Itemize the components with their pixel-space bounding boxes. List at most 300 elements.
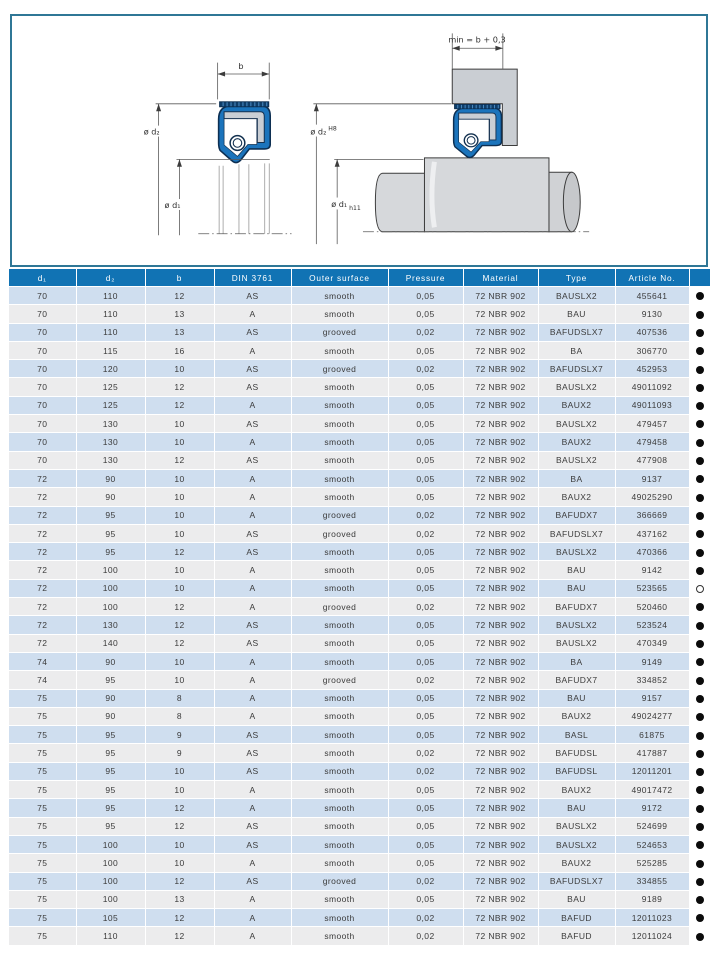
dim-d1-h11-label: ø d₁ [331, 198, 348, 209]
cell-pressure: 0,05 [388, 488, 463, 506]
availability-dot [696, 311, 704, 319]
cell-article: 523565 [615, 579, 689, 597]
cell-d2: 100 [76, 561, 145, 579]
cell-pressure: 0,02 [388, 909, 463, 927]
cell-surface: grooved [291, 598, 388, 616]
cell-pressure: 0,05 [388, 835, 463, 853]
availability-cell [689, 415, 710, 433]
cell-surface: smooth [291, 689, 388, 707]
cell-type: BAU [538, 890, 615, 908]
cell-din: A [214, 469, 291, 487]
cell-type: BA [538, 652, 615, 670]
availability-dot [696, 896, 704, 904]
cell-b: 10 [145, 506, 214, 524]
cell-surface: smooth [291, 707, 388, 725]
availability-cell [689, 909, 710, 927]
cell-d2: 130 [76, 415, 145, 433]
cell-din: A [214, 579, 291, 597]
cell-din: A [214, 707, 291, 725]
cell-material: 72 NBR 902 [463, 835, 538, 853]
table-row [9, 872, 710, 890]
availability-cell [689, 817, 710, 835]
cell-material: 72 NBR 902 [463, 396, 538, 414]
cell-article: 523524 [615, 616, 689, 634]
table-row [9, 598, 710, 616]
cell-din: A [214, 927, 291, 945]
cell-d2: 90 [76, 707, 145, 725]
cell-d1: 75 [9, 799, 76, 817]
cell-surface: smooth [291, 469, 388, 487]
cell-d1: 72 [9, 634, 76, 652]
cell-article: 9157 [615, 689, 689, 707]
table-row [9, 506, 710, 524]
table-row [9, 488, 710, 506]
cell-din: AS [214, 451, 291, 469]
cell-type: BASL [538, 726, 615, 744]
col-header-type: Type [538, 269, 615, 287]
cell-surface: smooth [291, 762, 388, 780]
cell-pressure: 0,02 [388, 927, 463, 945]
cell-material: 72 NBR 902 [463, 762, 538, 780]
cell-article: 49017472 [615, 781, 689, 799]
cell-article: 455641 [615, 287, 689, 305]
dim-b-label: b [238, 61, 244, 72]
cell-d1: 75 [9, 726, 76, 744]
cell-din: A [214, 305, 291, 323]
col-header-d1: d₁ [9, 269, 76, 287]
cell-d2: 100 [76, 890, 145, 908]
availability-cell [689, 488, 710, 506]
cell-din: AS [214, 360, 291, 378]
availability-cell [689, 341, 710, 359]
cell-surface: smooth [291, 634, 388, 652]
dimension-min-width [448, 33, 505, 68]
cell-surface: grooved [291, 524, 388, 542]
cell-d2: 120 [76, 360, 145, 378]
cell-pressure: 0,02 [388, 598, 463, 616]
cell-d2: 130 [76, 616, 145, 634]
cell-type: BAFUDX7 [538, 671, 615, 689]
cell-d2: 100 [76, 854, 145, 872]
availability-dot [696, 786, 704, 794]
cell-article: 12011023 [615, 909, 689, 927]
cell-article: 452953 [615, 360, 689, 378]
cell-din: AS [214, 543, 291, 561]
cell-type: BAFUDSL [538, 744, 615, 762]
cell-pressure: 0,05 [388, 305, 463, 323]
availability-dot [696, 530, 704, 538]
cell-article: 407536 [615, 323, 689, 341]
cell-material: 72 NBR 902 [463, 671, 538, 689]
cell-d2: 110 [76, 927, 145, 945]
availability-dot [696, 823, 704, 831]
dimension-d2 [141, 104, 216, 235]
cell-d1: 75 [9, 927, 76, 945]
cell-pressure: 0,05 [388, 707, 463, 725]
right-view-installed-section [307, 33, 589, 244]
cell-surface: smooth [291, 287, 388, 305]
dimension-d1 [162, 159, 270, 235]
availability-cell [689, 287, 710, 305]
cell-b: 12 [145, 909, 214, 927]
cell-b: 10 [145, 561, 214, 579]
cell-d2: 125 [76, 378, 145, 396]
availability-dot [696, 933, 704, 941]
availability-cell [689, 360, 710, 378]
cell-d1: 70 [9, 451, 76, 469]
cell-d1: 72 [9, 598, 76, 616]
cell-d2: 110 [76, 287, 145, 305]
cell-article: 49025290 [615, 488, 689, 506]
cell-article: 479457 [615, 415, 689, 433]
col-header-d2: d₂ [76, 269, 145, 287]
cell-type: BAU [538, 305, 615, 323]
cell-type: BAFUDSLX7 [538, 524, 615, 542]
availability-cell [689, 305, 710, 323]
cell-d1: 75 [9, 854, 76, 872]
cell-b: 10 [145, 835, 214, 853]
cell-material: 72 NBR 902 [463, 616, 538, 634]
cell-d1: 72 [9, 579, 76, 597]
availability-dot [696, 439, 704, 447]
cell-pressure: 0,02 [388, 762, 463, 780]
availability-cell [689, 433, 710, 451]
cell-d1: 72 [9, 543, 76, 561]
cell-surface: smooth [291, 579, 388, 597]
availability-cell [689, 726, 710, 744]
cell-d1: 70 [9, 323, 76, 341]
cell-surface: smooth [291, 341, 388, 359]
cell-article: 9130 [615, 305, 689, 323]
cell-d1: 75 [9, 890, 76, 908]
cell-article: 61875 [615, 726, 689, 744]
cell-d1: 75 [9, 762, 76, 780]
cell-b: 16 [145, 341, 214, 359]
table-row [9, 762, 710, 780]
cell-d1: 72 [9, 561, 76, 579]
availability-dot [696, 860, 704, 868]
cell-surface: smooth [291, 909, 388, 927]
table-header [9, 269, 710, 287]
cell-d2: 95 [76, 762, 145, 780]
availability-cell [689, 799, 710, 817]
cell-type: BAUX2 [538, 433, 615, 451]
cell-material: 72 NBR 902 [463, 360, 538, 378]
cell-article: 437162 [615, 524, 689, 542]
cell-pressure: 0,02 [388, 360, 463, 378]
col-header-pressure: Pressure [388, 269, 463, 287]
availability-dot [696, 805, 704, 813]
cell-d2: 95 [76, 744, 145, 762]
cell-material: 72 NBR 902 [463, 634, 538, 652]
cell-pressure: 0,05 [388, 543, 463, 561]
cell-material: 72 NBR 902 [463, 543, 538, 561]
cell-b: 12 [145, 287, 214, 305]
cell-material: 72 NBR 902 [463, 927, 538, 945]
cell-material: 72 NBR 902 [463, 469, 538, 487]
table-row [9, 744, 710, 762]
table-row [9, 415, 710, 433]
cell-d1: 70 [9, 305, 76, 323]
cell-article: 9172 [615, 799, 689, 817]
cell-material: 72 NBR 902 [463, 323, 538, 341]
availability-cell [689, 524, 710, 542]
cell-din: A [214, 671, 291, 689]
cell-d2: 105 [76, 909, 145, 927]
cell-d1: 72 [9, 469, 76, 487]
cell-material: 72 NBR 902 [463, 433, 538, 451]
cell-material: 72 NBR 902 [463, 579, 538, 597]
cell-pressure: 0,05 [388, 726, 463, 744]
cell-surface: smooth [291, 927, 388, 945]
cell-type: BAFUDSL [538, 762, 615, 780]
cell-article: 9189 [615, 890, 689, 908]
cell-d2: 90 [76, 469, 145, 487]
cell-surface: smooth [291, 854, 388, 872]
cell-b: 10 [145, 469, 214, 487]
cell-pressure: 0,05 [388, 616, 463, 634]
availability-dot [696, 292, 704, 300]
availability-cell [689, 469, 710, 487]
cell-d1: 72 [9, 524, 76, 542]
cell-article: 12011201 [615, 762, 689, 780]
cell-pressure: 0,02 [388, 506, 463, 524]
cell-surface: smooth [291, 488, 388, 506]
availability-cell [689, 872, 710, 890]
cell-d2: 110 [76, 305, 145, 323]
seal-cross-section-installed [454, 104, 502, 157]
cell-b: 12 [145, 598, 214, 616]
cell-surface: smooth [291, 433, 388, 451]
cell-b: 10 [145, 671, 214, 689]
cell-d2: 90 [76, 689, 145, 707]
cell-material: 72 NBR 902 [463, 707, 538, 725]
cell-d1: 75 [9, 707, 76, 725]
cell-pressure: 0,05 [388, 469, 463, 487]
diagram-frame [10, 14, 708, 267]
cell-article: 470366 [615, 543, 689, 561]
cell-surface: smooth [291, 415, 388, 433]
cell-din: A [214, 854, 291, 872]
availability-dot [696, 841, 704, 849]
cell-b: 12 [145, 927, 214, 945]
cell-din: AS [214, 524, 291, 542]
seal-table [9, 269, 710, 946]
cell-article: 49024277 [615, 707, 689, 725]
cell-article: 334852 [615, 671, 689, 689]
table-row [9, 909, 710, 927]
cell-surface: smooth [291, 835, 388, 853]
table-body [9, 287, 710, 946]
cell-type: BAUSLX2 [538, 415, 615, 433]
cell-article: 306770 [615, 341, 689, 359]
cell-din: A [214, 689, 291, 707]
cell-b: 13 [145, 305, 214, 323]
availability-dot [696, 914, 704, 922]
availability-dot [696, 494, 704, 502]
cell-article: 524653 [615, 835, 689, 853]
col-header-din: DIN 3761 [214, 269, 291, 287]
cell-type: BAU [538, 579, 615, 597]
cell-b: 8 [145, 689, 214, 707]
cell-pressure: 0,02 [388, 671, 463, 689]
projection-lines [198, 163, 291, 233]
availability-dot [696, 420, 704, 428]
cell-d1: 70 [9, 433, 76, 451]
shaft-main-section [424, 158, 549, 232]
cell-d1: 70 [9, 341, 76, 359]
cell-article: 520460 [615, 598, 689, 616]
cell-surface: smooth [291, 817, 388, 835]
cell-type: BAUSLX2 [538, 543, 615, 561]
cell-b: 10 [145, 488, 214, 506]
col-header-b: b [145, 269, 214, 287]
cell-pressure: 0,02 [388, 524, 463, 542]
cell-material: 72 NBR 902 [463, 598, 538, 616]
availability-cell [689, 744, 710, 762]
table-row [9, 287, 710, 305]
cell-article: 477908 [615, 451, 689, 469]
availability-cell [689, 781, 710, 799]
cell-d1: 70 [9, 360, 76, 378]
availability-cell [689, 506, 710, 524]
dim-d2-h8-label: ø d₂ [310, 126, 327, 137]
availability-dot [696, 366, 704, 374]
cell-type: BAUSLX2 [538, 835, 615, 853]
left-view-seal-section [141, 61, 291, 235]
availability-cell [689, 835, 710, 853]
cell-d2: 140 [76, 634, 145, 652]
table-row [9, 524, 710, 542]
cell-pressure: 0,05 [388, 799, 463, 817]
cell-pressure: 0,02 [388, 872, 463, 890]
cell-pressure: 0,05 [388, 689, 463, 707]
cell-article: 9142 [615, 561, 689, 579]
cell-type: BAUSLX2 [538, 451, 615, 469]
cell-din: AS [214, 835, 291, 853]
cell-d1: 75 [9, 689, 76, 707]
cell-din: A [214, 652, 291, 670]
table-row [9, 890, 710, 908]
availability-dot [696, 549, 704, 557]
table-row [9, 451, 710, 469]
availability-dot [696, 567, 704, 575]
table-row [9, 726, 710, 744]
col-header-material: Material [463, 269, 538, 287]
cell-surface: smooth [291, 781, 388, 799]
cell-type: BAUX2 [538, 854, 615, 872]
cell-pressure: 0,05 [388, 378, 463, 396]
cell-type: BA [538, 469, 615, 487]
dim-d1-tolerance: h11 [349, 204, 361, 212]
availability-cell [689, 378, 710, 396]
cell-material: 72 NBR 902 [463, 744, 538, 762]
cell-b: 12 [145, 396, 214, 414]
cell-surface: grooved [291, 872, 388, 890]
cell-b: 12 [145, 378, 214, 396]
cell-article: 470349 [615, 634, 689, 652]
cell-surface: smooth [291, 890, 388, 908]
cell-type: BAFUDSLX7 [538, 872, 615, 890]
cell-surface: smooth [291, 726, 388, 744]
cell-din: A [214, 781, 291, 799]
table-row [9, 433, 710, 451]
availability-cell [689, 707, 710, 725]
cell-d1: 72 [9, 506, 76, 524]
availability-dot [696, 329, 704, 337]
table-row [9, 835, 710, 853]
cell-type: BAU [538, 689, 615, 707]
shaft-end-cap [563, 172, 580, 232]
availability-cell [689, 579, 710, 597]
cell-d1: 74 [9, 652, 76, 670]
cell-material: 72 NBR 902 [463, 341, 538, 359]
cell-din: A [214, 396, 291, 414]
table-row [9, 854, 710, 872]
table-row [9, 781, 710, 799]
cell-din: AS [214, 744, 291, 762]
availability-dot [696, 603, 704, 611]
cell-type: BAUX2 [538, 488, 615, 506]
cell-article: 524699 [615, 817, 689, 835]
cell-material: 72 NBR 902 [463, 488, 538, 506]
cell-b: 13 [145, 323, 214, 341]
table-row [9, 707, 710, 725]
dim-min-label: min = b + 0,3 [448, 34, 506, 45]
cell-b: 12 [145, 634, 214, 652]
availability-cell [689, 543, 710, 561]
table-row [9, 634, 710, 652]
cell-material: 72 NBR 902 [463, 378, 538, 396]
availability-dot [696, 402, 704, 410]
cell-type: BAFUDX7 [538, 506, 615, 524]
cell-b: 12 [145, 817, 214, 835]
availability-dot [696, 768, 704, 776]
cell-type: BAUSLX2 [538, 287, 615, 305]
cell-surface: grooved [291, 360, 388, 378]
availability-dot [696, 347, 704, 355]
cell-type: BAUSLX2 [538, 378, 615, 396]
cell-d1: 75 [9, 744, 76, 762]
cell-d1: 75 [9, 909, 76, 927]
cell-type: BAU [538, 799, 615, 817]
table-row [9, 561, 710, 579]
cell-d1: 74 [9, 671, 76, 689]
cell-material: 72 NBR 902 [463, 872, 538, 890]
cell-type: BAFUD [538, 909, 615, 927]
table-row [9, 378, 710, 396]
shaft [363, 158, 589, 232]
cell-type: BAU [538, 561, 615, 579]
availability-dot [696, 640, 704, 648]
cell-din: A [214, 488, 291, 506]
cell-material: 72 NBR 902 [463, 287, 538, 305]
cell-d1: 75 [9, 835, 76, 853]
cell-pressure: 0,05 [388, 287, 463, 305]
cell-d2: 130 [76, 433, 145, 451]
table-row [9, 652, 710, 670]
availability-cell [689, 561, 710, 579]
cell-surface: smooth [291, 543, 388, 561]
cell-din: AS [214, 415, 291, 433]
table-row [9, 396, 710, 414]
cell-article: 9149 [615, 652, 689, 670]
availability-cell [689, 598, 710, 616]
cell-material: 72 NBR 902 [463, 854, 538, 872]
cell-din: AS [214, 634, 291, 652]
cell-b: 10 [145, 415, 214, 433]
cell-material: 72 NBR 902 [463, 726, 538, 744]
